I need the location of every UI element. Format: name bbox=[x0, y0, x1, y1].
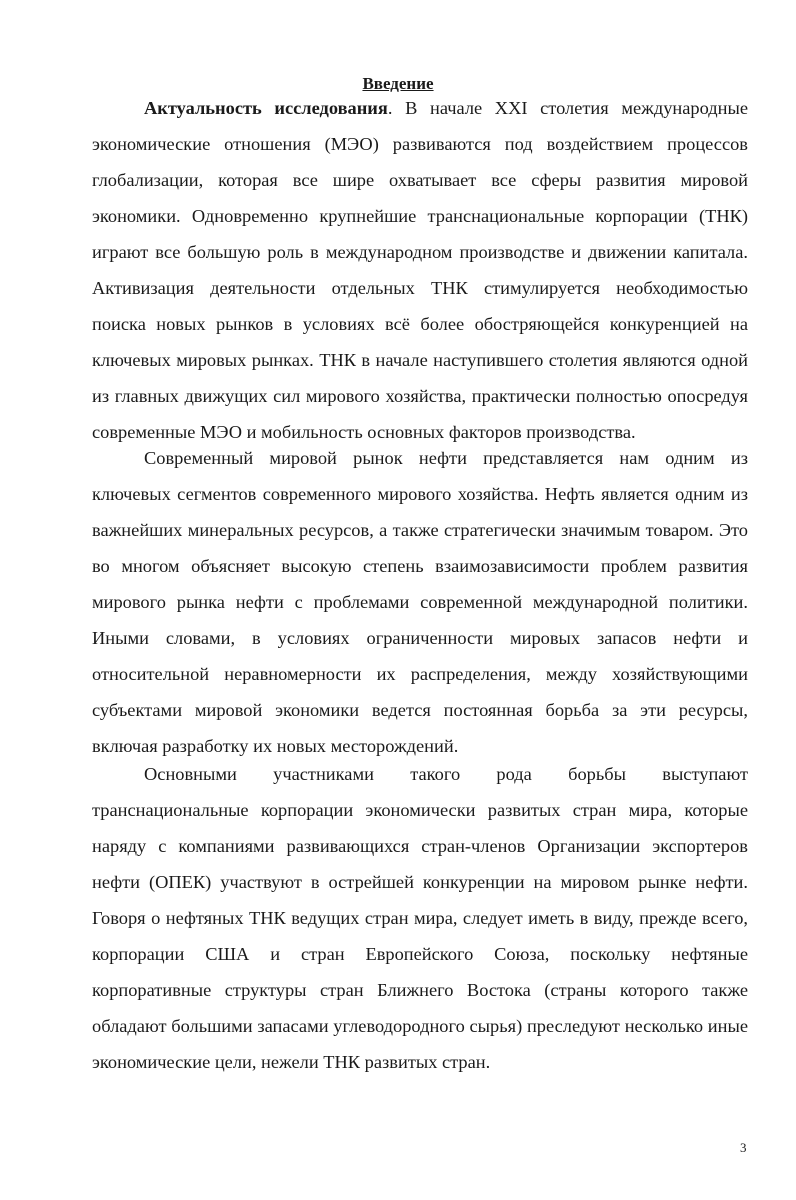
paragraph-oil-market: Современный мировой рынок нефти представляется нам одним из ключевых сегментов современного мирового хозяйства. Нефть является одним из важнейших минеральных ресурсов, а также стратегически значимым товаром. Это во многом объясняет высокую степень взаимозависимости проблем развития мирового рынка нефти с проблемами современной международной политики. Иными словами, в условиях ограниченности мировых запасов нефти и относительной неравномерности их распределения, между хозяйствующими субъектами мировой экономики ведется постоянная борьба за эти ресурсы, включая разработку их новых месторождений. bbox=[92, 448, 748, 756]
paragraph-participants: Основными участниками такого рода борьбы выступают транснациональные корпорации экономически развитых стран мира, которые наряду с компаниями развивающихся стран-членов Организации экспортеров нефти (ОПЕК) участвуют в острейшей конкуренции на мировом рынке нефти. Говоря о нефтяных ТНК ведущих стран мира, следует иметь в виду, прежде всего, корпорации США и стран Европейского Союза, поскольку нефтяные корпоративные структуры стран Ближнего Востока (страны которого также обладают большими запасами углеводородного сырья) преследуют несколько иные экономические цели, нежели ТНК развитых стран. bbox=[92, 764, 748, 1072]
page-number: 3 bbox=[740, 1140, 747, 1155]
paragraph-text: . В начале XXI столетия международные экономические отношения (МЭО) развиваются под воздействием процессов глобализации, которая все шире охватывает все сферы развития мировой экономики. Одновременно крупнейшие транснациональные корпорации (ТНК) играют все большую роль в международном производстве и движении капитала. Активизация деятельности отдельных ТНК стимулируется необходимостью поиска новых рынков в условиях всё более обостряющейся конкуренцией на ключевых мировых рынках. ТНК в начале наступившего столетия являются одной из главных движущих сил мирового хозяйства, практически полностью опосредуя современные МЭО и мобильность основных факторов производства. bbox=[92, 98, 748, 442]
paragraph-relevance bbox=[92, 90, 748, 450]
paragraph-lead: Актуальность исследования bbox=[144, 98, 388, 118]
page-title: Введение bbox=[362, 74, 434, 93]
